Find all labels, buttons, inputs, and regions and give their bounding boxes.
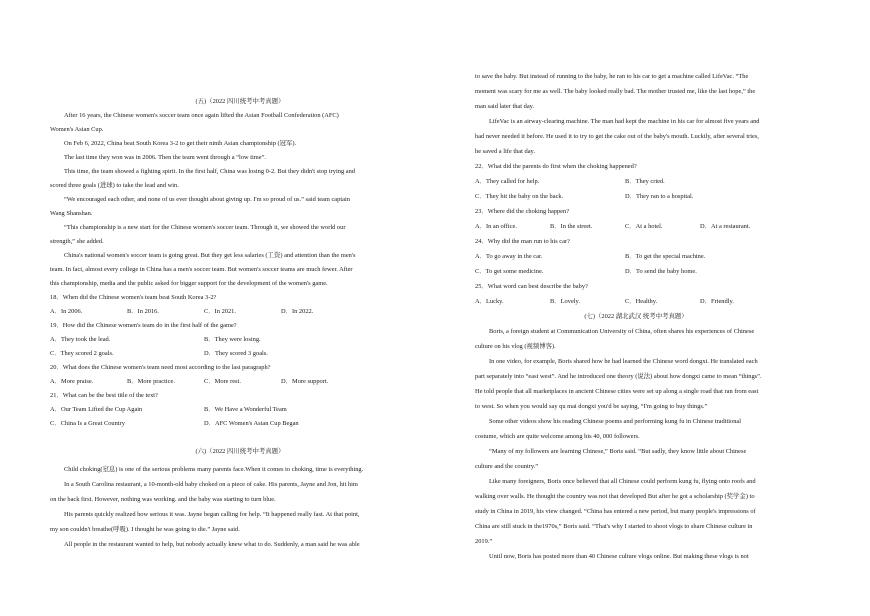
option-a[interactable]: A．In 2006.: [50, 308, 83, 315]
paragraph-line: walking over walls. He thought the country was not that developed But after he got a scholarship (奖学金) to: [475, 493, 755, 500]
paragraph-line: “Many of my followers are learning Chinese,” Boris said. “But sadly, they know little about Chinese: [489, 448, 747, 455]
option-b[interactable]: B．To get the special machine.: [625, 253, 706, 260]
paragraph-line: This time, the team showed a fighting spirit. In the first half, China was losing 0-2. But they didn't stop trying and: [64, 168, 355, 175]
paragraph-line: In a South Carolina restaurant, a 10-month-old baby choked on a piece of cake. His parents, Jayne and Jon, hit him: [64, 481, 358, 488]
option-b[interactable]: B．They cried.: [625, 178, 665, 185]
section-5-title: (五)（2022 四川统考中考真题）: [195, 98, 285, 105]
paragraph-line: Boris, a foreign student at Communication University of China, often shares his experiences of Chinese: [489, 328, 755, 335]
option-b[interactable]: B．We Have a Wonderful Team: [204, 406, 287, 413]
option-b[interactable]: B．They were losing.: [204, 336, 261, 343]
option-c[interactable]: C．In 2021.: [204, 308, 236, 315]
option-b[interactable]: B．Lovely.: [550, 298, 580, 305]
question-21: 21．What can be the best title of the text?: [50, 392, 158, 399]
option-c[interactable]: C．At a hotel.: [625, 223, 663, 230]
paragraph-line: my son couldn't breathe(呼吸). I thought he was going to die.” Jayne said.: [50, 526, 240, 533]
question-25: 25．What word can best describe the baby?: [475, 283, 588, 290]
paragraph-line: The last time they won was in 2006. Then the team went through a “low time”.: [64, 154, 267, 161]
paragraph-line: Until now, Boris has posted more than 40 Chinese culture vlogs online. But making these vlogs is not: [489, 553, 749, 560]
option-a[interactable]: A．Our Team Lifted the Cup Again: [50, 406, 143, 413]
paragraph-line: culture and the country.”: [475, 463, 539, 470]
section-7-title: (七)（2022 湖北武汉 统考中考真题）: [584, 313, 688, 320]
paragraph-line: “We encouraged each other, and none of us ever thought about giving up. I'm so proud of us.” said team captain: [64, 196, 350, 203]
paragraph-line: China are still stuck in the1970s,” Boris said. “That's why I started to shoot vlogs to share Chinese culture in: [475, 523, 753, 530]
paragraph-line: this championship, media and the public asked for bigger support for the development of the women's game.: [50, 280, 328, 287]
option-c[interactable]: C．More rest.: [204, 378, 241, 385]
option-d[interactable]: D．At a restaurant.: [700, 223, 751, 230]
question-23: 23．Where did the choking happen?: [475, 208, 570, 215]
option-a[interactable]: A．They took the lead.: [50, 336, 111, 343]
option-d[interactable]: D．More support.: [281, 378, 329, 385]
question-20: 20．What does the Chinese women's team need most according to the last paragraph?: [50, 364, 271, 371]
option-d[interactable]: D．They scored 3 goals.: [204, 350, 268, 357]
paragraph-line: Like many foreigners, Boris once believed that all Chinese could perform kung fu, flying onto roofs and: [489, 478, 756, 485]
option-a[interactable]: A．Lucky.: [475, 298, 504, 305]
option-d[interactable]: D．AFC Women's Asian Cup Began: [204, 420, 299, 427]
paragraph-line: 2019.”: [475, 538, 493, 545]
question-18: 18．When did the Chinese women's team beat South Korea 3-2?: [50, 294, 217, 301]
paragraph-line: His parents quickly realized how serious it was. Jayne began calling for help. “It happened really fast. At that point,: [64, 511, 360, 518]
paragraph-line: to west. So when you would say qu mai dongxi you'd be saying, “I'm going to buy things.”: [475, 403, 708, 410]
paragraph-line: costume, which are quite welcome among his 40, 000 followers.: [475, 433, 640, 440]
option-c[interactable]: C．To get some medicine.: [475, 268, 544, 275]
paragraph-line: Some other videos show his reading Chinese poems and performing kung fu in Chinese traditional: [489, 418, 742, 425]
paragraph-line: After 16 years, the Chinese women's soccer team once again lifted the Asian Football Confederation (AFC): [64, 112, 339, 119]
option-d[interactable]: D．Friendly.: [700, 298, 734, 305]
option-b[interactable]: B．More practice.: [127, 378, 175, 385]
paragraph-line: In one video, for example, Boris shared how he had learned the Chinese word dongxi. He translated each: [489, 358, 758, 365]
paragraph-line: All people in the restaurant wanted to help, but nobody actually knew what to do. Suddenly, a man said he was able: [64, 541, 360, 548]
paragraph-line: LifeVac is an airway-clearing machine. The man had kept the machine in his car for almost five years and: [489, 118, 760, 125]
paragraph-line: On Feb 6, 2022, China beat South Korea 3-2 to get their ninth Asian championship (冠军).: [64, 140, 297, 147]
paragraph-line: moment was scary for me as well. The baby looked really bad. The mother trusted me, like the last hope,” the: [475, 88, 756, 95]
option-a[interactable]: A．They called for help.: [475, 178, 540, 185]
paragraph-line: team. In fact, almost every college in China has a men's soccer team. But women's soccer teams are much fewer. After: [50, 266, 353, 273]
question-24: 24．Why did the man run to his car?: [475, 238, 570, 245]
question-19: 19．How did the Chinese women's team do in the first half of the game?: [50, 322, 237, 329]
section-6-title: (六)（2022 四川统考中考真题）: [195, 448, 285, 455]
question-22: 22．What did the parents do first when the choking happened?: [475, 163, 637, 170]
option-c[interactable]: C．They hit the baby on the back.: [475, 193, 564, 200]
paragraph-line: He told people that all marketplaces in ancient Chinese cities were set up along a single road that ran from east: [475, 388, 759, 395]
paragraph-line: man said later that day.: [475, 103, 535, 110]
paragraph-line: scored three goals (进球) to take the lead and win.: [50, 182, 179, 189]
option-d[interactable]: D．In 2022.: [281, 308, 314, 315]
option-b[interactable]: B．In the street.: [550, 223, 593, 230]
paragraph-line: part separately into “east west”. And he introduced one theory (说法) about how dongxi came to mean “things”.: [475, 373, 762, 380]
paragraph-line: China's national women's soccer team is going great. But they get less salaries (工资) and attention than the men's: [64, 252, 356, 259]
option-d[interactable]: D．They ran to a hospital.: [625, 193, 694, 200]
paragraph-line: to save the baby. But instead of running to the baby, he ran to his car to get a machine called LifeVac. “The: [475, 73, 749, 80]
paragraph-line: culture on his vlog (视频博客).: [475, 343, 556, 350]
paragraph-line: study in China in 2019, his view changed. “China has entered a new period, but many people's impressions of: [475, 508, 756, 515]
paragraph-line: Wang Shanshan.: [50, 210, 93, 217]
option-c[interactable]: C．They scored 2 goals.: [50, 350, 114, 357]
option-a[interactable]: A．More praise.: [50, 378, 94, 385]
option-d[interactable]: D．To send the baby home.: [625, 268, 697, 275]
paragraph-line: strength,” she added.: [50, 238, 104, 245]
option-c[interactable]: C．Healthy.: [625, 298, 658, 305]
option-b[interactable]: B．In 2016.: [127, 308, 159, 315]
paragraph-line: he saved a life that day.: [475, 148, 535, 155]
option-a[interactable]: A．To go away in the car.: [475, 253, 543, 260]
paragraph-line: had never needed it before. He used it to try to get the cake out of the baby's mouth. Luckily, after several tries,: [475, 133, 759, 140]
option-a[interactable]: A．In an office.: [475, 223, 517, 230]
paragraph-line: “This championship is a new start for the Chinese women's soccer team. Through it, we showed the world our: [64, 224, 346, 231]
paragraph-line: on the back first. However, nothing was working. and the baby was starting to turn blue.: [50, 496, 276, 503]
paragraph-line: Women's Asian Cup.: [50, 126, 104, 133]
option-c[interactable]: C．China Is a Great Country: [50, 420, 125, 427]
paragraph-line: Child choking(窒息) is one of the serious problems many parents face.When it comes to choking, time is everything.: [64, 466, 364, 473]
